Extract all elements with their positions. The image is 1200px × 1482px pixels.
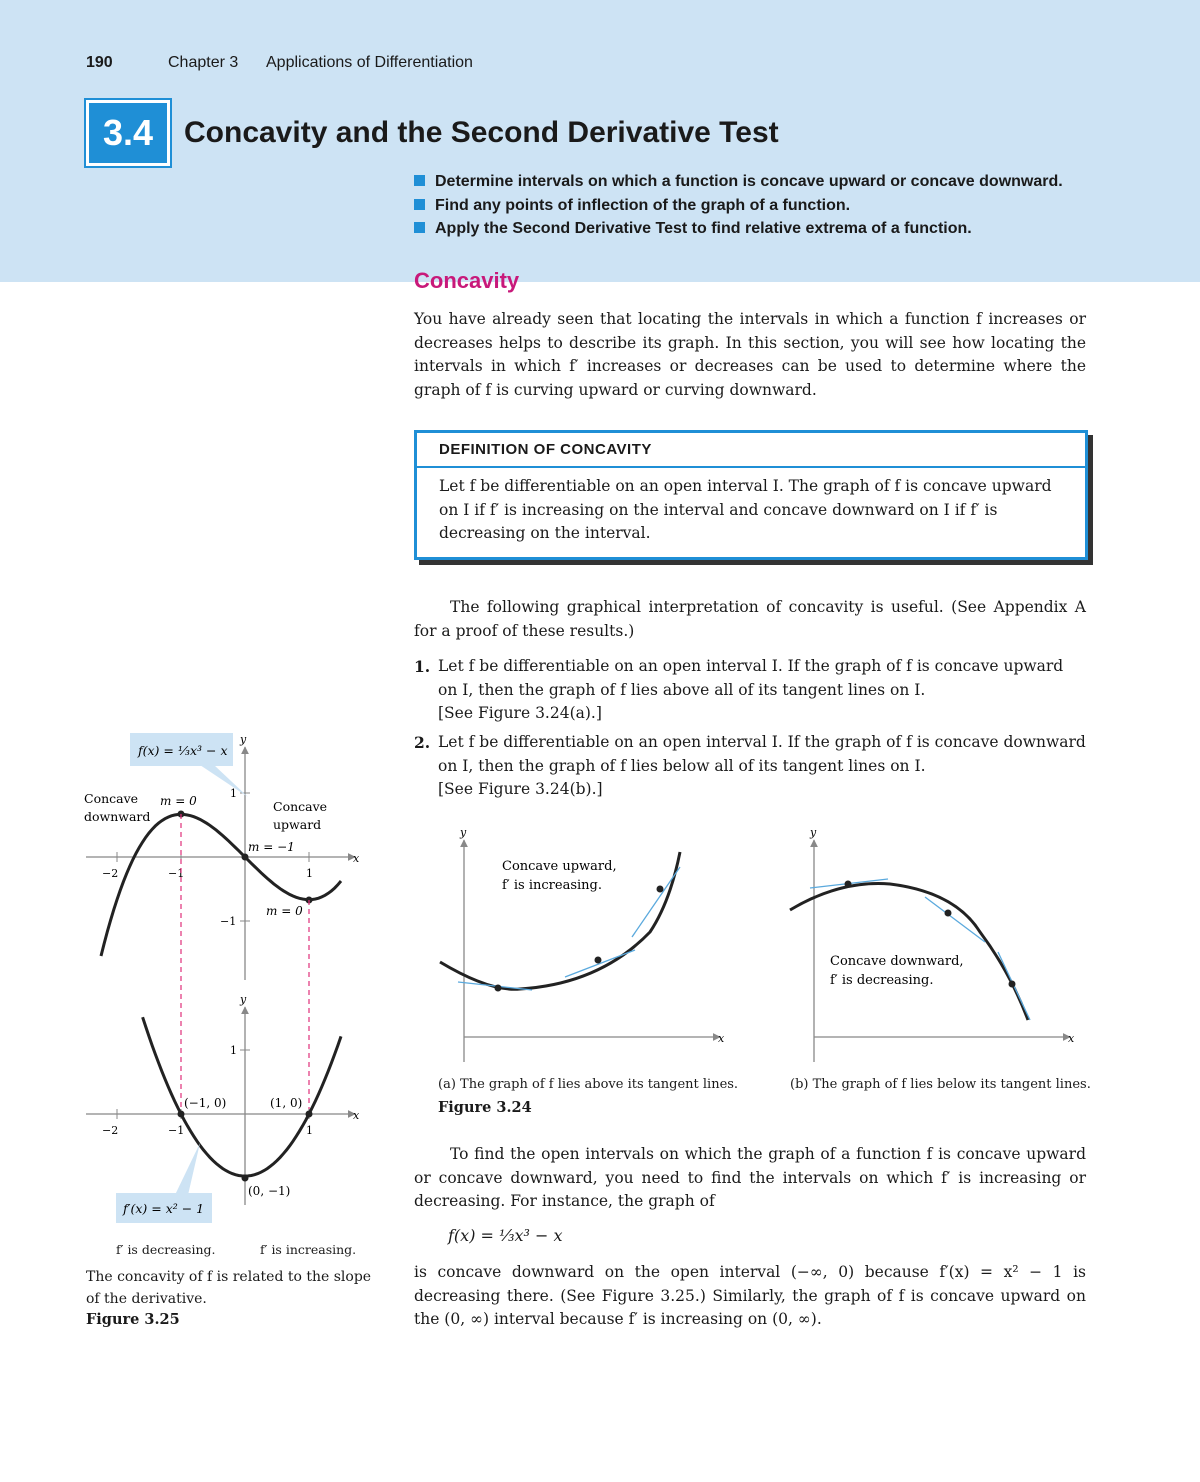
label-m0-left: m = 0 — [160, 794, 197, 808]
find-paragraph: To find the open intervals on which the graph of a function f is concave upward or concave downward, you need to find the intervals on which f′ is increasing or decreasing. For instance, the graph of — [414, 1145, 1086, 1210]
chapter-title: Applications of Differentiation — [266, 54, 473, 71]
tangent-point — [1009, 981, 1016, 988]
label-concave-up: Concave — [273, 799, 328, 814]
label-f-prime-increasing: f′ is increasing. — [502, 878, 602, 893]
definition-header — [417, 433, 1085, 468]
tangent-point — [657, 886, 664, 893]
page-number: 190 — [86, 54, 113, 71]
tangent-line — [632, 867, 680, 937]
bullet-square-icon — [414, 222, 425, 233]
figure-325 — [80, 725, 380, 1245]
tangent-point — [845, 881, 852, 888]
tick-label-1: 1 — [306, 1124, 313, 1137]
caption-324b: (b) The graph of f lies below its tangent lines. — [790, 1077, 1091, 1092]
zero-point — [178, 1111, 185, 1118]
tangent-point — [495, 985, 502, 992]
inflection-point — [242, 854, 249, 861]
caption-325: The concavity of f is related to the slope of the derivative. — [86, 1269, 372, 1307]
label-concave-down: Concave downward, — [830, 954, 964, 969]
formula: f(x) = ⅓x³ − x — [448, 1226, 563, 1245]
tick-label-y1: 1 — [230, 1044, 237, 1057]
list-item-2 — [414, 731, 1086, 802]
tick-label-neg1: −1 — [168, 867, 185, 880]
figure-label-324: Figure 3.24 — [438, 1099, 532, 1116]
figure-324a — [430, 822, 730, 1072]
axis-label-y: y — [240, 993, 247, 1006]
graphical-intro: The following graphical interpretation of concavity is useful. (See Appendix A for a proof of these results.) — [414, 598, 1086, 640]
axis-label-x: x — [1068, 1032, 1075, 1045]
example-paragraph: is concave downward on the open interval (−∞, 0) because f′(x) = x² − 1 is decreasing there. (See Figure 3.25.) Similarly, the graph of f is concave upward on the (0, ∞) interval because f′ is increasing on (0, ∞). — [414, 1263, 1086, 1328]
label-f-prime-dec: f′ is decreasing. — [116, 1242, 216, 1257]
objective-1: Determine intervals on which a function is concave upward or concave downward. — [414, 173, 1063, 191]
list-text: Let f be differentiable on an open interval I. If the graph of f is concave upward on I, then the graph of f lies above all of its tangent lines on I. — [438, 657, 1064, 699]
vertex-point — [242, 1175, 249, 1182]
label-concave-up: Concave upward, — [502, 859, 617, 874]
definition-body: Let f be differentiable on an open interval I. The graph of f is concave upward on I if f′ is increasing on the interval and concave downward on I if f′ is decreasing on the interval. — [439, 477, 1052, 542]
list-text: Let f be differentiable on an open interval I. If the graph of f is concave downward on I, then the graph of f lies below all of its tangent lines on I. — [438, 733, 1086, 775]
list-ref: [See Figure 3.24(a).] — [438, 704, 602, 722]
objective-2: Find any points of inflection of the graph of a function. — [414, 197, 850, 215]
label-m-neg1: m = −1 — [248, 840, 295, 854]
label-pt-0: (0, −1) — [248, 1184, 291, 1198]
list-item-1 — [414, 655, 1086, 726]
tangent-line — [925, 897, 985, 942]
axis-label-y: y — [240, 733, 247, 746]
label-f-prime-inc: f′ is increasing. — [260, 1242, 357, 1257]
bullet-square-icon — [414, 199, 425, 210]
tick-label-neg1: −1 — [168, 1124, 185, 1137]
label-m0-right: m = 0 — [266, 904, 303, 918]
callout-pointer — [200, 765, 248, 797]
label-f-prime-decreasing: f′ is decreasing. — [830, 973, 934, 988]
definition-box — [414, 430, 1088, 560]
axis-label-x: x — [718, 1032, 725, 1045]
label-concave-down-2: downward — [84, 809, 151, 824]
list-ref: [See Figure 3.24(b).] — [438, 780, 603, 798]
tick-label-1: 1 — [306, 867, 313, 880]
tick-label-neg2: −2 — [102, 867, 119, 880]
f-prime-curve — [143, 1017, 341, 1176]
figure-324b — [780, 822, 1080, 1072]
fp-label: f′(x) = x² − 1 — [123, 1201, 205, 1216]
intro-paragraph: You have already seen that locating the intervals in which a function f increases or decreases helps to describe its graph. In this section, you will see how locating the intervals in which f′ increases or decreases can be used to determine where the graph of f is curving upward or curving downward. — [414, 310, 1086, 399]
list-number: 2. — [414, 733, 431, 752]
tick-label-neg2: −2 — [102, 1124, 119, 1137]
axis-label-y: y — [810, 826, 817, 839]
definition-heading: DEFINITION OF CONCAVITY — [439, 441, 652, 458]
figure-label-325: Figure 3.25 — [86, 1311, 180, 1328]
tangent-line — [565, 950, 635, 977]
subsection-heading: Concavity — [414, 268, 520, 293]
callout-pointer — [175, 1143, 200, 1195]
tangent-point — [945, 910, 952, 917]
axis-label-x: x — [353, 852, 360, 865]
f-label: f(x) = ⅓x³ − x — [138, 743, 228, 758]
section-number: 3.4 — [86, 100, 170, 166]
objective-3: Apply the Second Derivative Test to find relative extrema of a function. — [414, 220, 972, 238]
label-pt-1: (1, 0) — [270, 1096, 303, 1110]
axis-label-x: x — [353, 1109, 360, 1122]
bullet-square-icon — [414, 175, 425, 186]
list-number: 1. — [414, 657, 431, 676]
caption-324a: (a) The graph of f lies above its tangent lines. — [438, 1077, 739, 1092]
f-curve — [101, 814, 341, 956]
tick-label-yneg1: −1 — [220, 915, 237, 928]
label-concave-down: Concave — [84, 791, 139, 806]
label-pt-neg1: (−1, 0) — [184, 1096, 227, 1110]
label-concave-up-2: upward — [273, 817, 322, 832]
section-title: Concavity and the Second Derivative Test — [184, 116, 779, 149]
axis-label-y: y — [460, 826, 467, 839]
tangent-point — [595, 957, 602, 964]
concave-down-curve — [790, 884, 1028, 1020]
chapter-label: Chapter 3 — [168, 54, 239, 71]
zero-point — [306, 1111, 313, 1118]
tick-label-y1: 1 — [230, 787, 237, 800]
